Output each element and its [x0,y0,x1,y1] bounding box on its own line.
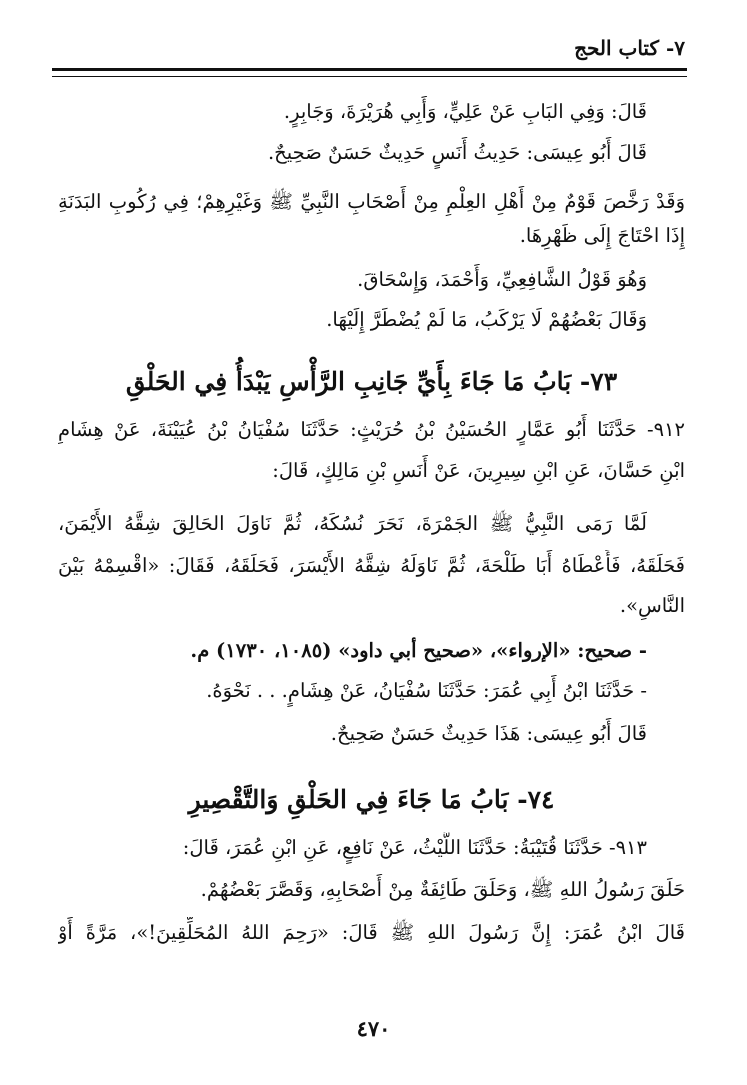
text-line: قَالَ أَبُو عِيسَى: حَدِيثُ أَنَسٍ حَدِيثٌ حَسَنٌ صَحِيحٌ. [267,141,647,164]
text-line: حَلَقَ رَسُولُ اللهِ ﷺ، وَحَلَقَ طَائِفَةٌ مِنْ أَصْحَابِهِ، وَقَصَّرَ بَعْضُهُمْ. [200,878,685,901]
text-line: ابْنِ حَسَّانَ، عَنِ ابْنِ سِيرِينَ، عَنْ أَنَسِ بْنِ مَالِكٍ، قَالَ: [272,459,685,482]
header-rule-thick [52,68,687,71]
text-line: لَمَّا رَمَى النَّبِيُّ ﷺ الجَمْرَةَ، نَحَرَ نُسُكَهُ، ثُمَّ نَاوَلَ الحَالِقَ شِقَّهُ الأَيْمَنَ، [58,512,647,535]
text-line: ٩١٣- حَدَّثَنَا قُتَيْبَةُ: حَدَّثَنَا اللَّيْثُ، عَنْ نَافِعٍ، عَنِ ابْنِ عُمَرَ، قَالَ: [182,836,647,859]
chapter-heading: ٧٤- بَابُ مَا جَاءَ فِي الحَلْقِ وَالتَّقْصِيرِ [188,785,555,814]
text-line: إِذَا احْتَاجَ إِلَى ظَهْرِهَا. [519,224,685,247]
text-line: النَّاسِ». [619,594,685,617]
page-number: ٤٧٠ [356,1016,391,1041]
text-line: ٩١٢- حَدَّثَنَا أَبُو عَمَّارٍ الحُسَيْنُ بْنُ حُرَيْثٍ: حَدَّثَنَا سُفْيَانُ بْنُ عُيَيْنَةَ، عَنْ هِشَامِ [58,418,685,441]
chapter-heading: ٧٣- بَابُ مَا جَاءَ بِأَيِّ جَانِبِ الرَّأْسِ يَبْدَأُ فِي الحَلْقِ [125,367,618,396]
text-line: وَقَدْ رَخَّصَ قَوْمٌ مِنْ أَهْلِ العِلْمِ مِنْ أَصْحَابِ النَّبِيِّ ﷺ وَغَيْرِهِمْ؛ فِي رُكُوبِ البَدَنَةِ [58,190,685,213]
text-line: وَقَالَ بَعْضُهُمْ لَا يَرْكَبُ، مَا لَمْ يُضْطَرَّ إِلَيْهَا. [326,308,647,331]
header-rule-thin [52,76,687,77]
text-line: - حَدَّثَنَا ابْنُ أَبِي عُمَرَ: حَدَّثَنَا سُفْيَانُ، عَنْ هِشَامٍ. . . نَحْوَهُ. [206,679,647,702]
text-line: قَالَ: وَفِي البَابِ عَنْ عَلِيٍّ، وَأَبِي هُرَيْرَةَ، وَجَابِرٍ. [283,100,647,123]
grading-note: - صحيح: «الإرواء»، «صحيح أبي داود» (١٠٨٥، ١٧٣٠) م. [190,639,647,662]
running-head: ٧- كتاب الحج [574,36,685,60]
text-line: وَهُوَ قَوْلُ الشَّافِعِيِّ، وَأَحْمَدَ، وَإِسْحَاقَ. [357,268,647,291]
text-line: قَالَ ابْنُ عُمَرَ: إِنَّ رَسُولَ اللهِ ﷺ قَالَ: «رَحِمَ اللهُ المُحَلِّقِينَ!»، مَرَّةً أَوْ [58,921,685,944]
text-line: قَالَ أَبُو عِيسَى: هَذَا حَدِيثٌ حَسَنٌ صَحِيحٌ. [330,722,647,745]
text-line: فَحَلَقَهُ، فَأَعْطَاهُ أَبَا طَلْحَةَ، ثُمَّ نَاوَلَهُ شِقَّهُ الأَيْسَرَ، فَحَلَقَهُ، فَقَالَ: «اقْسِمْهُ بَيْنَ [58,554,685,577]
